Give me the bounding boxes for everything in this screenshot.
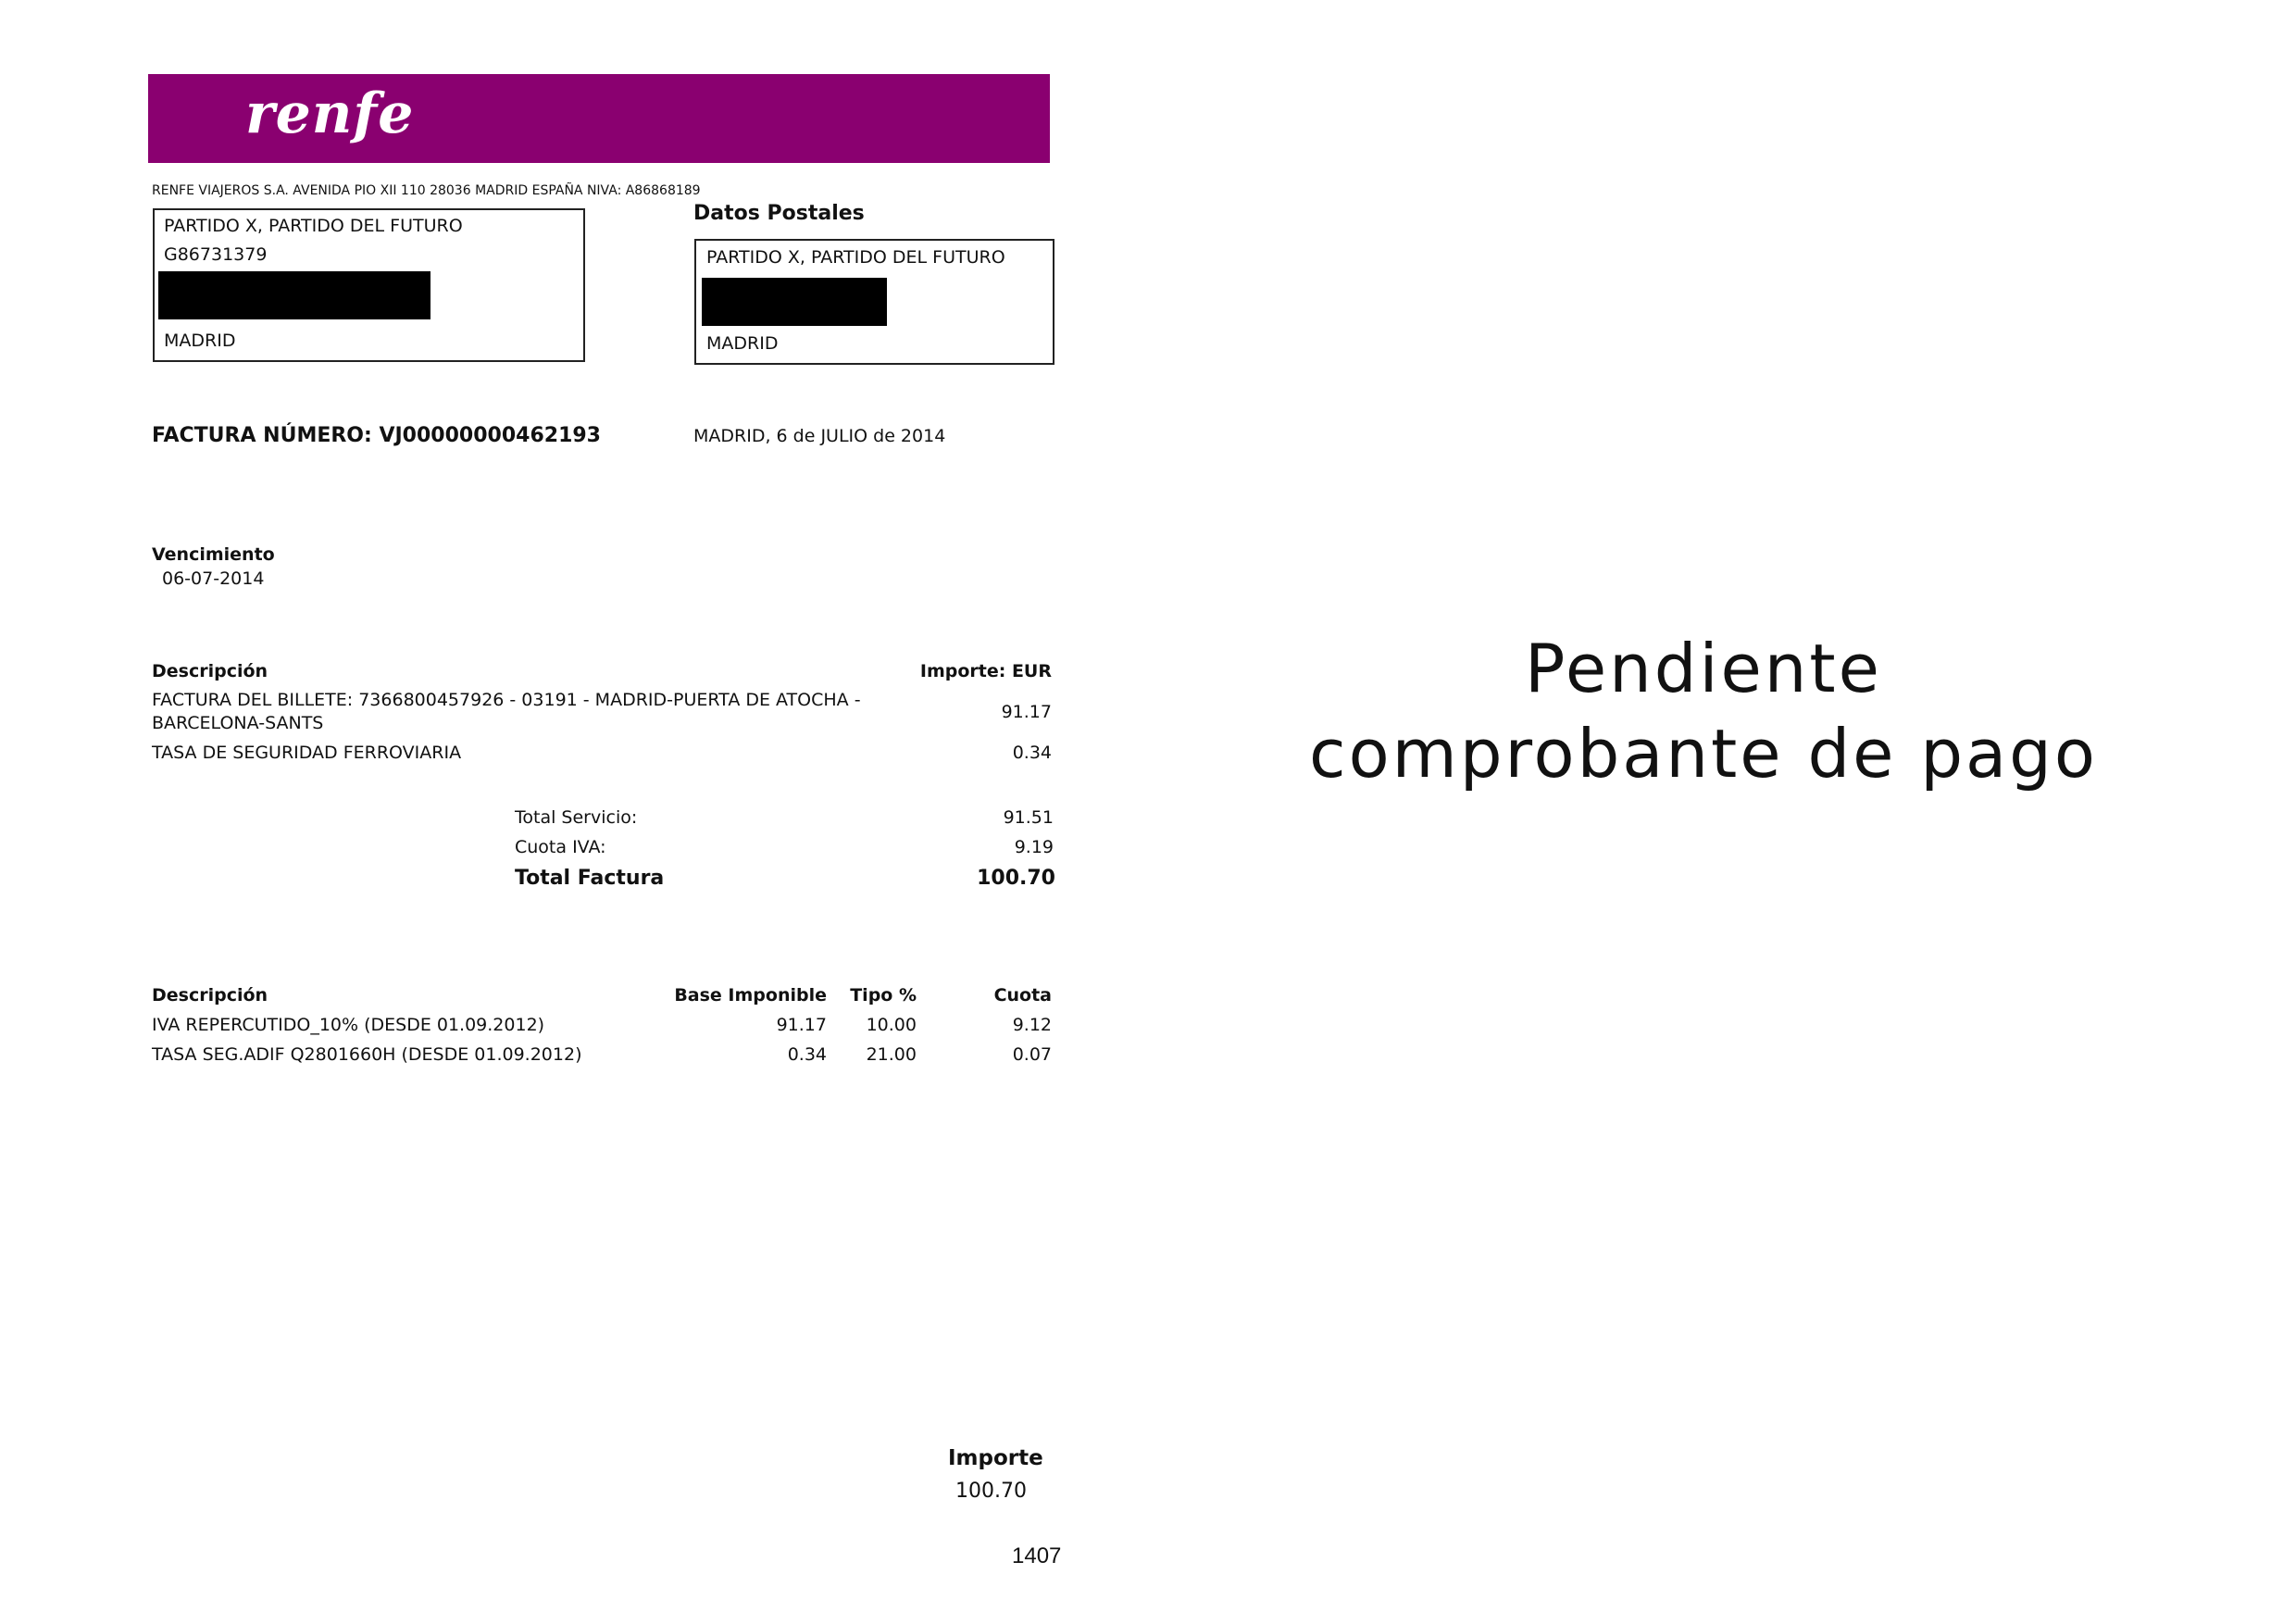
postal-city: MADRID: [706, 333, 779, 354]
redacted-postal-address: [702, 278, 887, 326]
page-number: 1407: [1012, 1543, 1062, 1568]
tax-row-base: 91.17: [776, 1015, 827, 1035]
renfe-logo: renfe: [245, 81, 415, 146]
due-label: Vencimiento: [152, 544, 275, 565]
company-address: RENFE VIAJEROS S.A. AVENIDA PIO XII 110 28036 MADRID ESPAÑA NIVA: A86868189: [152, 183, 701, 198]
stamp-line-1: Pendiente: [1525, 630, 1882, 707]
tax-row-desc: IVA REPERCUTIDO_10% (DESDE 01.09.2012): [152, 1015, 545, 1035]
customer-name: PARTIDO X, PARTIDO DEL FUTURO: [164, 216, 463, 236]
total-invoice-value: 100.70: [977, 867, 1055, 890]
postal-title: Datos Postales: [693, 202, 865, 225]
line-item-desc: FACTURA DEL BILLETE: 7366800457926 - 03191 - MADRID-PUERTA DE ATOCHA -: [152, 690, 861, 710]
tax-header-desc: Descripción: [152, 985, 268, 1006]
lines-desc-header: Descripción: [152, 661, 268, 681]
tax-header-quota: Cuota: [993, 985, 1052, 1006]
invoice-date: MADRID, 6 de JULIO de 2014: [693, 426, 946, 446]
customer-tax-id: G86731379: [164, 244, 268, 265]
redacted-address: [158, 271, 430, 319]
tax-row-desc: TASA SEG.ADIF Q2801660H (DESDE 01.09.2012): [152, 1044, 582, 1065]
line-item-desc: TASA DE SEGURIDAD FERROVIARIA: [152, 743, 462, 763]
tax-header-rate: Tipo %: [850, 985, 917, 1006]
total-service-label: Total Servicio:: [515, 807, 638, 828]
line-item-amount: 91.17: [1001, 702, 1052, 722]
tax-row-quota: 9.12: [1012, 1015, 1052, 1035]
pending-stamp: [1259, 626, 2148, 796]
customer-city: MADRID: [164, 331, 236, 351]
iva-value: 9.19: [1014, 837, 1054, 857]
line-item-desc: BARCELONA-SANTS: [152, 713, 324, 733]
due-date: 06-07-2014: [162, 568, 265, 589]
tax-row-rate: 10.00: [866, 1015, 917, 1035]
iva-label: Cuota IVA:: [515, 837, 606, 857]
tax-row-rate: 21.00: [866, 1044, 917, 1065]
payment-value: 100.70: [955, 1480, 1027, 1503]
total-invoice-label: Total Factura: [515, 867, 665, 890]
postal-name: PARTIDO X, PARTIDO DEL FUTURO: [706, 247, 1005, 268]
tax-header-base: Base Imponible: [674, 985, 827, 1006]
invoice-number: FACTURA NÚMERO: VJ00000000462193: [152, 424, 601, 447]
stamp-line-2: comprobante de pago: [1309, 715, 2098, 793]
tax-row-base: 0.34: [787, 1044, 827, 1065]
tax-row-quota: 0.07: [1012, 1044, 1052, 1065]
total-service-value: 91.51: [1003, 807, 1054, 828]
line-item-amount: 0.34: [1012, 743, 1052, 763]
payment-label: Importe: [948, 1446, 1043, 1470]
lines-amount-header: Importe: EUR: [919, 661, 1052, 681]
